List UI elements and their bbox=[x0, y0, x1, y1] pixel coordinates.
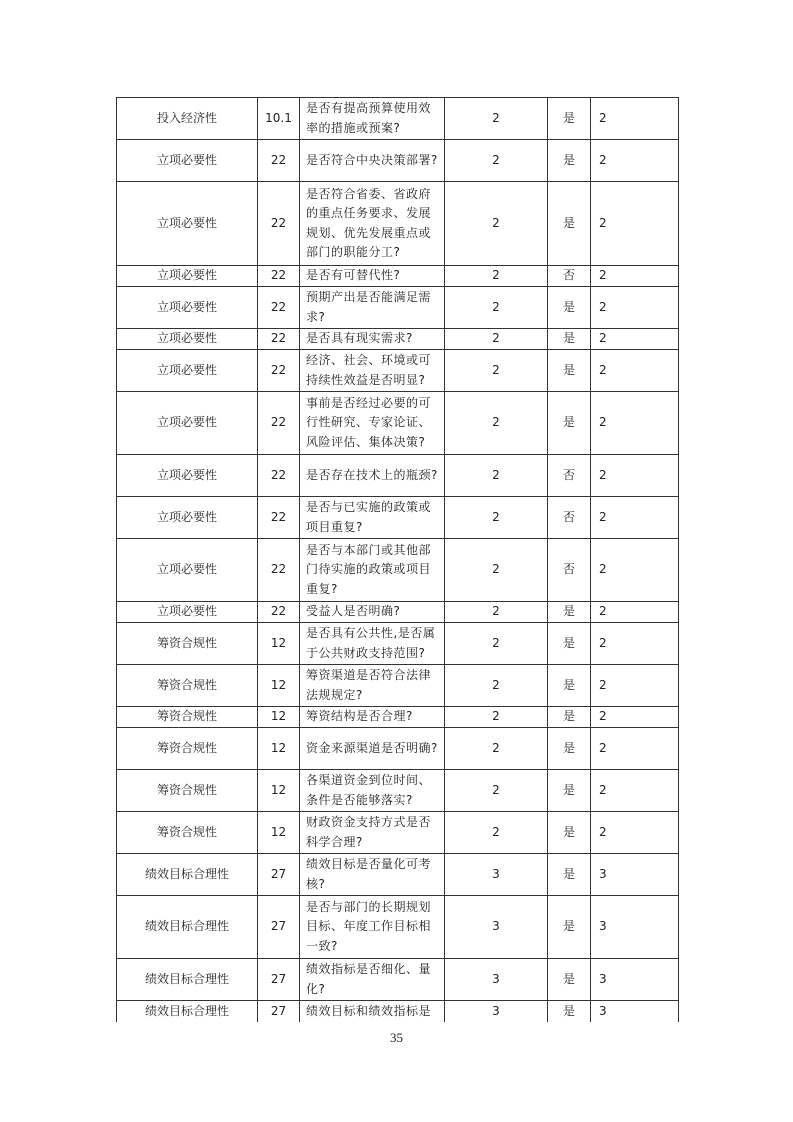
points-cell: 2 bbox=[591, 623, 679, 665]
category-cell: 筹资合规性 bbox=[117, 665, 258, 707]
question-cell: 经济、社会、环境或可持续性效益是否明显? bbox=[300, 350, 445, 392]
weight-cell: 3 bbox=[445, 959, 548, 1001]
category-cell: 立项必要性 bbox=[117, 182, 258, 266]
points-cell: 3 bbox=[591, 1001, 679, 1022]
question-cell: 绩效目标和绩效指标是 bbox=[300, 1001, 445, 1022]
category-cell: 立项必要性 bbox=[117, 392, 258, 455]
answer-cell: 是 bbox=[548, 182, 591, 266]
table-row bbox=[117, 707, 679, 728]
question-cell: 是否与本部门或其他部门待实施的政策或项目重复? bbox=[300, 539, 445, 602]
score-cell: 27 bbox=[258, 959, 300, 1001]
weight-cell: 2 bbox=[445, 266, 548, 287]
answer-cell: 是 bbox=[548, 665, 591, 707]
weight-cell: 3 bbox=[445, 896, 548, 959]
weight-cell: 3 bbox=[445, 1001, 548, 1022]
category-cell: 立项必要性 bbox=[117, 350, 258, 392]
table-row bbox=[117, 392, 679, 455]
question-cell: 筹资渠道是否符合法律法规规定? bbox=[300, 665, 445, 707]
weight-cell: 2 bbox=[445, 350, 548, 392]
category-cell: 立项必要性 bbox=[117, 539, 258, 602]
points-cell: 2 bbox=[591, 728, 679, 770]
answer-cell: 是 bbox=[548, 350, 591, 392]
weight-cell: 2 bbox=[445, 539, 548, 602]
answer-cell: 否 bbox=[548, 539, 591, 602]
answer-cell: 是 bbox=[548, 623, 591, 665]
weight-cell: 2 bbox=[445, 287, 548, 329]
points-cell: 2 bbox=[591, 140, 679, 182]
category-cell: 立项必要性 bbox=[117, 455, 258, 497]
category-cell: 投入经济性 bbox=[117, 98, 258, 140]
table-row bbox=[117, 959, 679, 1001]
answer-cell: 是 bbox=[548, 287, 591, 329]
table-row bbox=[117, 770, 679, 812]
points-cell: 2 bbox=[591, 812, 679, 854]
score-cell: 22 bbox=[258, 266, 300, 287]
table-row bbox=[117, 98, 679, 140]
table-row bbox=[117, 329, 679, 350]
table-body bbox=[117, 98, 679, 1022]
category-cell: 绩效目标合理性 bbox=[117, 959, 258, 1001]
answer-cell: 否 bbox=[548, 266, 591, 287]
question-cell: 各渠道资金到位时间、条件是否能够落实? bbox=[300, 770, 445, 812]
weight-cell: 2 bbox=[445, 623, 548, 665]
points-cell: 3 bbox=[591, 896, 679, 959]
weight-cell: 3 bbox=[445, 854, 548, 896]
score-cell: 22 bbox=[258, 287, 300, 329]
points-cell: 2 bbox=[591, 707, 679, 728]
question-cell: 是否具有公共性,是否属于公共财政支持范围? bbox=[300, 623, 445, 665]
answer-cell: 是 bbox=[548, 329, 591, 350]
question-cell: 是否具有现实需求? bbox=[300, 329, 445, 350]
points-cell: 2 bbox=[591, 266, 679, 287]
answer-cell: 是 bbox=[548, 98, 591, 140]
question-cell: 是否有可替代性? bbox=[300, 266, 445, 287]
weight-cell: 2 bbox=[445, 812, 548, 854]
weight-cell: 2 bbox=[445, 182, 548, 266]
score-cell: 22 bbox=[258, 392, 300, 455]
answer-cell: 是 bbox=[548, 1001, 591, 1022]
category-cell: 绩效目标合理性 bbox=[117, 1001, 258, 1022]
table-row bbox=[117, 182, 679, 266]
table-row bbox=[117, 266, 679, 287]
score-cell: 12 bbox=[258, 707, 300, 728]
points-cell: 2 bbox=[591, 665, 679, 707]
category-cell: 立项必要性 bbox=[117, 329, 258, 350]
table-row bbox=[117, 497, 679, 539]
question-cell: 绩效指标是否细化、量化? bbox=[300, 959, 445, 1001]
question-cell: 筹资结构是否合理? bbox=[300, 707, 445, 728]
weight-cell: 2 bbox=[445, 707, 548, 728]
table-row bbox=[117, 1001, 679, 1022]
points-cell: 2 bbox=[591, 287, 679, 329]
weight-cell: 2 bbox=[445, 665, 548, 707]
score-cell: 22 bbox=[258, 539, 300, 602]
score-cell: 22 bbox=[258, 182, 300, 266]
weight-cell: 2 bbox=[445, 728, 548, 770]
evaluation-table bbox=[116, 97, 679, 1022]
weight-cell: 2 bbox=[445, 140, 548, 182]
points-cell: 2 bbox=[591, 539, 679, 602]
table-row bbox=[117, 455, 679, 497]
score-cell: 22 bbox=[258, 455, 300, 497]
answer-cell: 否 bbox=[548, 497, 591, 539]
category-cell: 筹资合规性 bbox=[117, 728, 258, 770]
table-row bbox=[117, 665, 679, 707]
category-cell: 筹资合规性 bbox=[117, 770, 258, 812]
category-cell: 立项必要性 bbox=[117, 287, 258, 329]
table-row bbox=[117, 539, 679, 602]
table-row bbox=[117, 812, 679, 854]
question-cell: 受益人是否明确? bbox=[300, 602, 445, 623]
table-row bbox=[117, 350, 679, 392]
category-cell: 绩效目标合理性 bbox=[117, 854, 258, 896]
points-cell: 2 bbox=[591, 497, 679, 539]
category-cell: 立项必要性 bbox=[117, 602, 258, 623]
category-cell: 立项必要性 bbox=[117, 266, 258, 287]
question-cell: 预期产出是否能满足需求? bbox=[300, 287, 445, 329]
points-cell: 3 bbox=[591, 959, 679, 1001]
answer-cell: 是 bbox=[548, 392, 591, 455]
score-cell: 27 bbox=[258, 854, 300, 896]
answer-cell: 是 bbox=[548, 602, 591, 623]
question-cell: 绩效目标是否量化可考核? bbox=[300, 854, 445, 896]
points-cell: 2 bbox=[591, 602, 679, 623]
answer-cell: 否 bbox=[548, 455, 591, 497]
score-cell: 27 bbox=[258, 896, 300, 959]
weight-cell: 2 bbox=[445, 392, 548, 455]
weight-cell: 2 bbox=[445, 770, 548, 812]
score-cell: 12 bbox=[258, 665, 300, 707]
score-cell: 12 bbox=[258, 770, 300, 812]
category-cell: 绩效目标合理性 bbox=[117, 896, 258, 959]
weight-cell: 2 bbox=[445, 329, 548, 350]
question-cell: 资金来源渠道是否明确? bbox=[300, 728, 445, 770]
table-row bbox=[117, 602, 679, 623]
table-row bbox=[117, 623, 679, 665]
question-cell: 是否存在技术上的瓶颈? bbox=[300, 455, 445, 497]
table-row bbox=[117, 287, 679, 329]
weight-cell: 2 bbox=[445, 602, 548, 623]
points-cell: 2 bbox=[591, 329, 679, 350]
score-cell: 27 bbox=[258, 1001, 300, 1022]
score-cell: 10.1 bbox=[258, 98, 300, 140]
category-cell: 筹资合规性 bbox=[117, 812, 258, 854]
points-cell: 2 bbox=[591, 350, 679, 392]
answer-cell: 是 bbox=[548, 854, 591, 896]
points-cell: 2 bbox=[591, 770, 679, 812]
score-cell: 12 bbox=[258, 812, 300, 854]
question-cell: 是否有提高预算使用效率的措施或预案? bbox=[300, 98, 445, 140]
answer-cell: 是 bbox=[548, 707, 591, 728]
points-cell: 3 bbox=[591, 854, 679, 896]
answer-cell: 是 bbox=[548, 959, 591, 1001]
score-cell: 22 bbox=[258, 497, 300, 539]
question-cell: 是否符合省委、省政府的重点任务要求、发展规划、优先发展重点或部门的职能分工? bbox=[300, 182, 445, 266]
category-cell: 立项必要性 bbox=[117, 140, 258, 182]
score-cell: 22 bbox=[258, 140, 300, 182]
weight-cell: 2 bbox=[445, 98, 548, 140]
score-cell: 22 bbox=[258, 350, 300, 392]
table-row bbox=[117, 728, 679, 770]
page-number: 35 bbox=[390, 1030, 403, 1045]
answer-cell: 是 bbox=[548, 728, 591, 770]
points-cell: 2 bbox=[591, 98, 679, 140]
score-cell: 22 bbox=[258, 329, 300, 350]
weight-cell: 2 bbox=[445, 455, 548, 497]
answer-cell: 是 bbox=[548, 812, 591, 854]
points-cell: 2 bbox=[591, 182, 679, 266]
table-row bbox=[117, 854, 679, 896]
category-cell: 筹资合规性 bbox=[117, 623, 258, 665]
points-cell: 2 bbox=[591, 455, 679, 497]
score-cell: 12 bbox=[258, 728, 300, 770]
category-cell: 筹资合规性 bbox=[117, 707, 258, 728]
question-cell: 财政资金支持方式是否科学合理? bbox=[300, 812, 445, 854]
table-row bbox=[117, 140, 679, 182]
answer-cell: 是 bbox=[548, 140, 591, 182]
question-cell: 是否符合中央决策部署? bbox=[300, 140, 445, 182]
table-row bbox=[117, 896, 679, 959]
score-cell: 12 bbox=[258, 623, 300, 665]
points-cell: 2 bbox=[591, 392, 679, 455]
answer-cell: 是 bbox=[548, 770, 591, 812]
question-cell: 事前是否经过必要的可行性研究、专家论证、风险评估、集体决策? bbox=[300, 392, 445, 455]
answer-cell: 是 bbox=[548, 896, 591, 959]
question-cell: 是否与已实施的政策或项目重复? bbox=[300, 497, 445, 539]
score-cell: 22 bbox=[258, 602, 300, 623]
question-cell: 是否与部门的长期规划目标、年度工作目标相一致? bbox=[300, 896, 445, 959]
category-cell: 立项必要性 bbox=[117, 497, 258, 539]
weight-cell: 2 bbox=[445, 497, 548, 539]
